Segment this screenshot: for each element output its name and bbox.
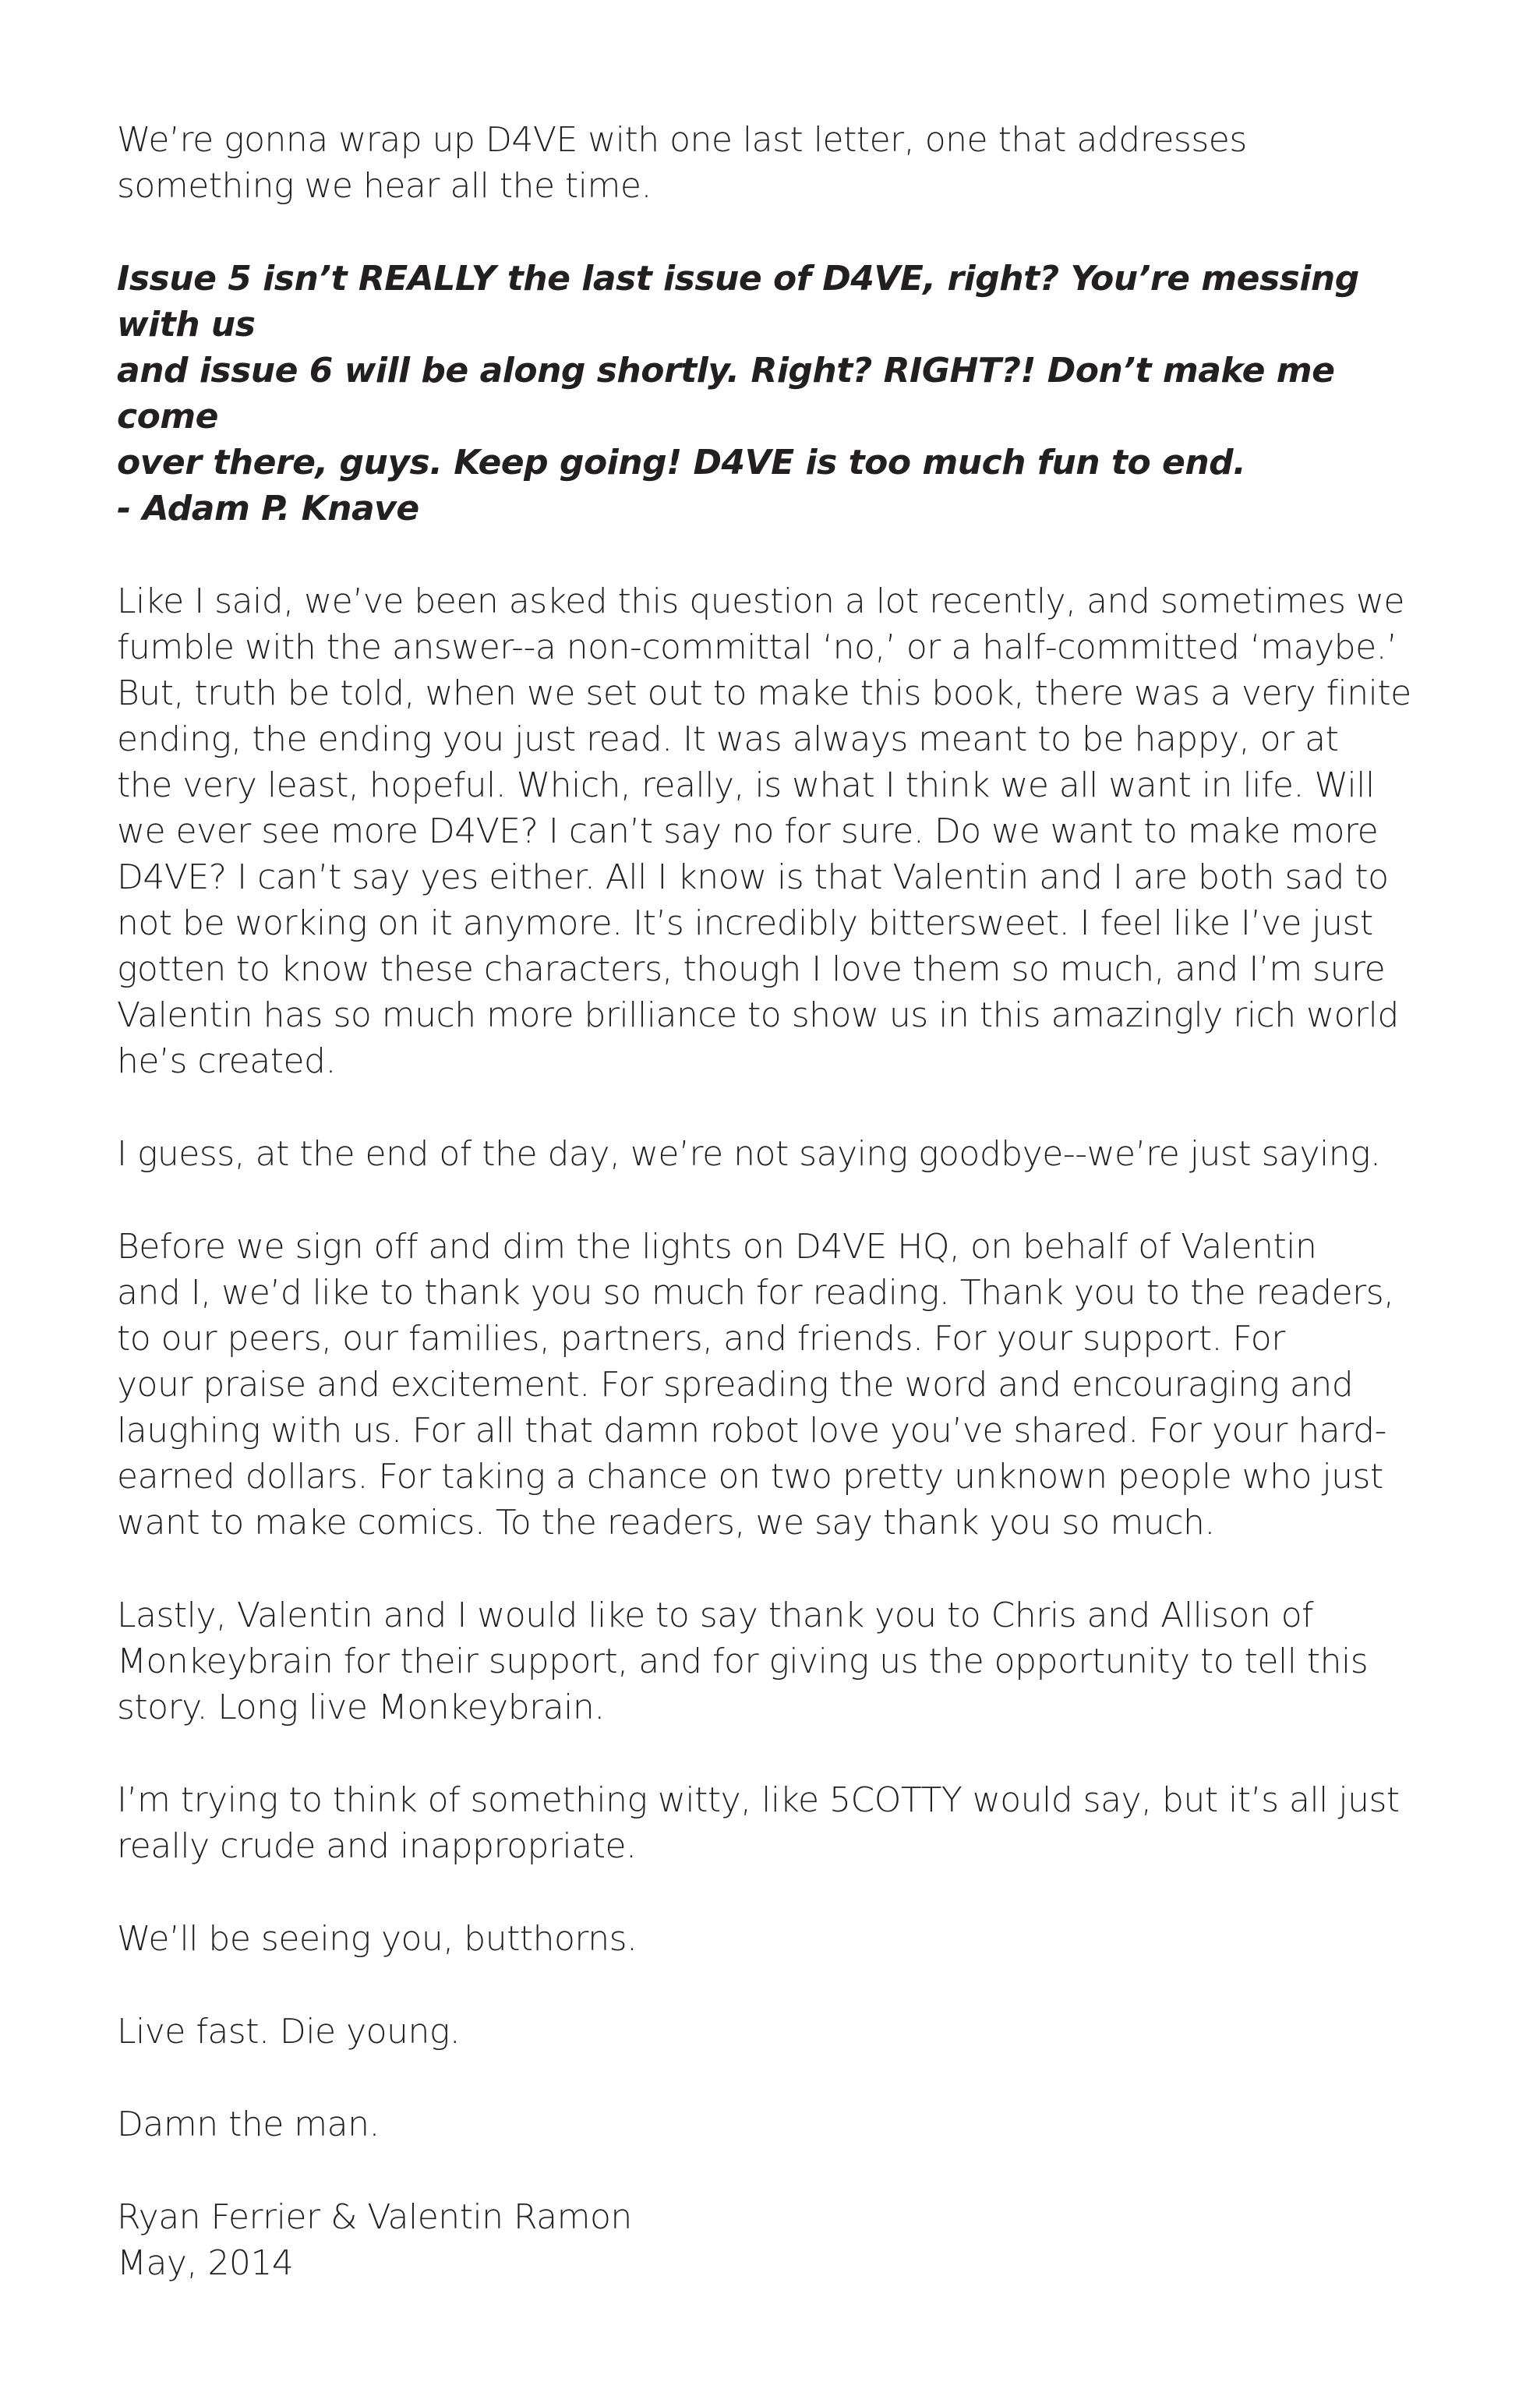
body-paragraph-6: We’ll be seeing you, butthorns. [117, 1919, 638, 1959]
body-paragraph-3: Before we sign off and dim the lights on D4VE HQ, on behalf of Valentin and I, we’d like to thank you so much for reading. Thank you to the readers, to our peers, our families, partners, and friends. For your support. For your praise and excitement. For spreading the word and encouraging and laughing with us. For all that damn robot love you’ve shared. For your hard- earned dollars. For taking a chance on two pretty unknown people who just want to make comics. To the readers, we say thank you so much. [117, 1227, 1394, 1543]
body-paragraph-1: Like I said, we’ve been asked this question a lot recently, and sometimes we fumble with the answer--a non-committal ‘no,’ or a half-committed ‘maybe.’ But, truth be told, when we set out to make this book, there was a very finite ending, the ending you just read. It was always meant to be happy, or at the very least, hopeful. Which, really, is what I think we all want in life. Will we ever see more D4VE? I can’t say no for sure. Do we want to make more D4VE? I can’t say yes either. All I know is that Valentin and I are both sad to not be working on it anymore. It’s incredibly bittersweet. I feel like I’ve just gotten to know these characters, though I love them so much, and I’m sure Valentin has so much more brilliance to show us in this amazingly rich world he’s created. [117, 581, 1411, 1081]
signature-block: Ryan Ferrier & Valentin Ramon May, 2014 [117, 2197, 632, 2283]
body-paragraph-8: Damn the man. [117, 2105, 380, 2144]
reader-quote: Issue 5 isn’t REALLY the last issue of D4VE, right? You’re messing with us and issue 6 will be along shortly. Right? RIGHT?! Don’t make me come over there, guys. Keep going! D4VE is too much fun to end. - Adam P. Knave [117, 259, 1359, 528]
letter-page [117, 117, 1442, 2286]
body-paragraph-4: Lastly, Valentin and I would like to say thank you to Chris and Allison of Monkeybrain for their support, and for giving us the opportunity to tell this story. Long live Monkeybrain. [117, 1596, 1369, 1727]
body-paragraph-7: Live fast. Die young. [117, 2012, 461, 2052]
body-paragraph-5: I’m trying to think of something witty, like 5COTTY would say, but it’s all just really crude and inappropriate. [117, 1780, 1400, 1866]
body-paragraph-2: I guess, at the end of the day, we’re not saying goodbye--we’re just saying. [117, 1134, 1381, 1174]
intro-paragraph: We’re gonna wrap up D4VE with one last letter, one that addresses something we hear all the time. [117, 120, 1247, 206]
